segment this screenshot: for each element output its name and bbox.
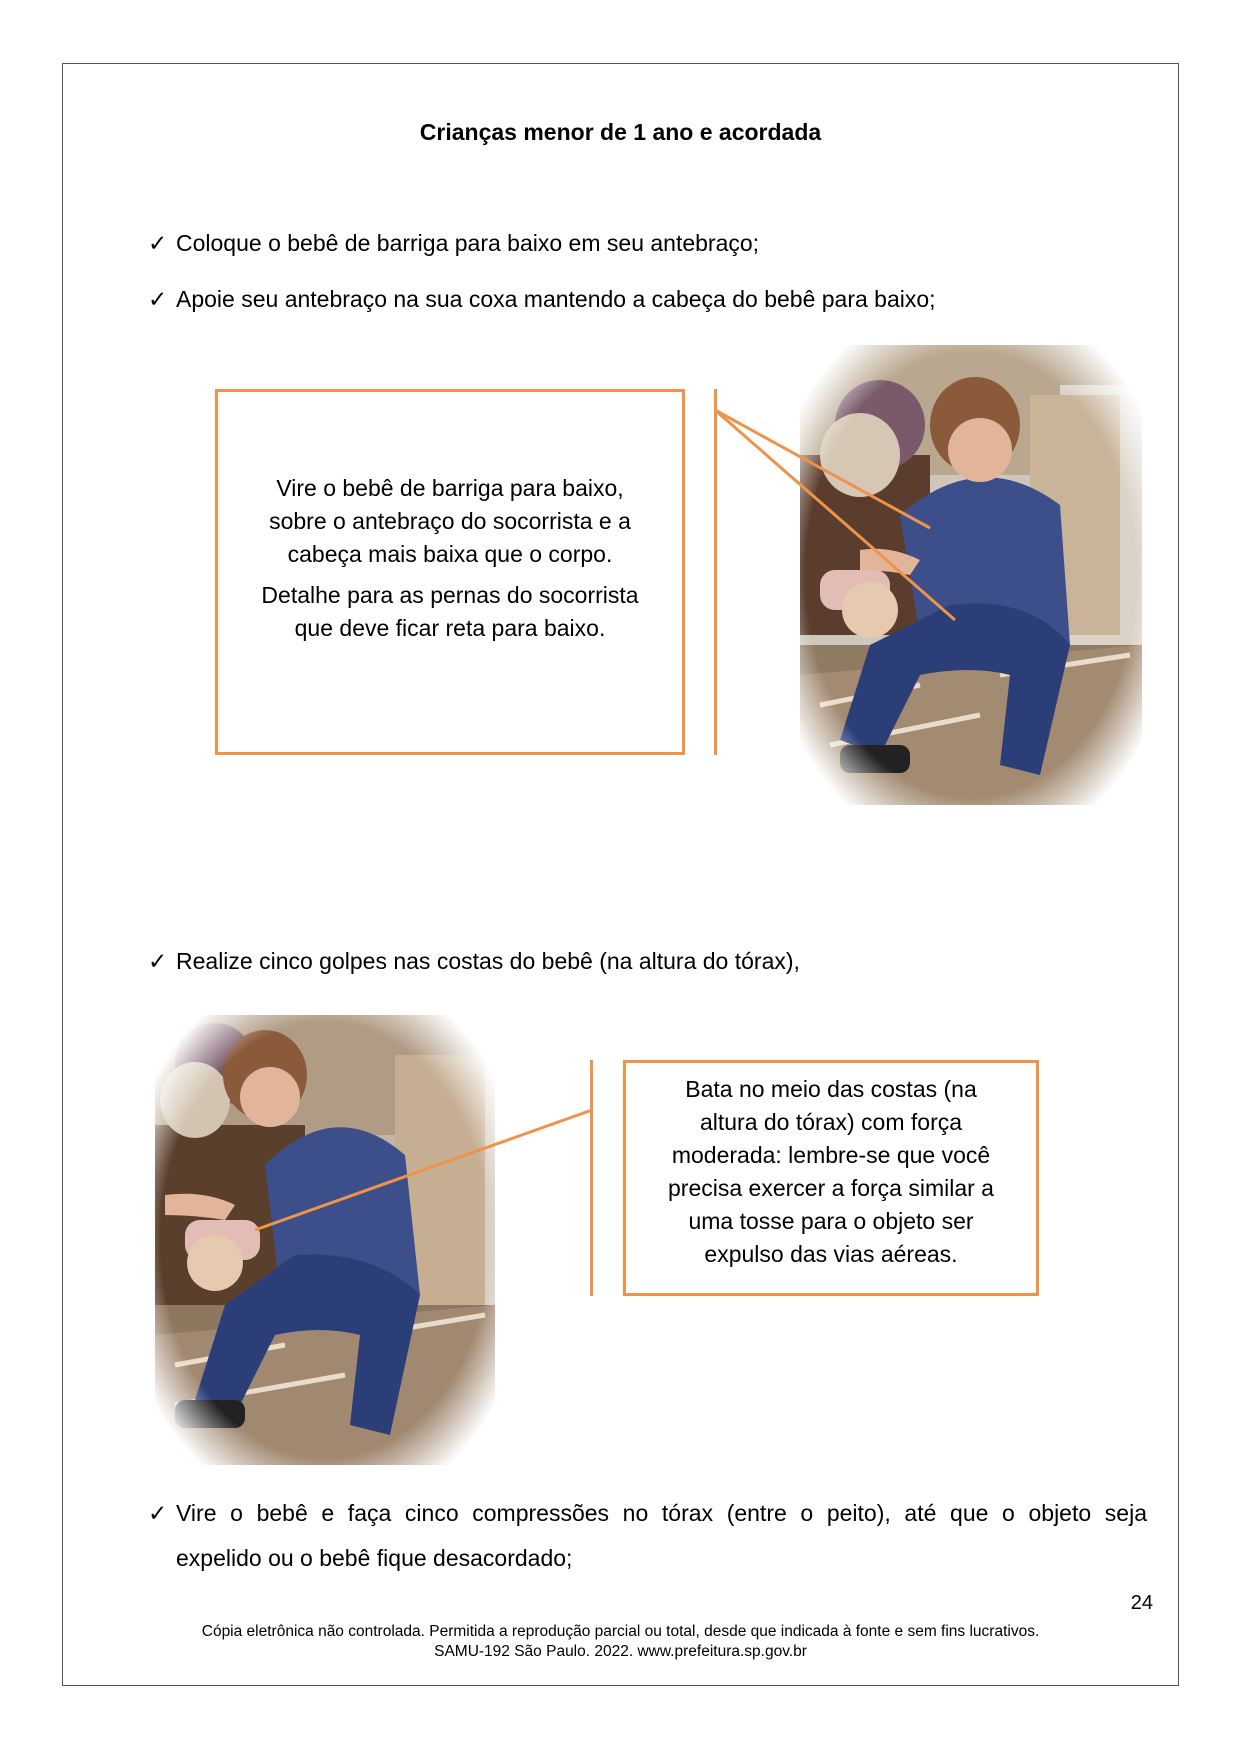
- callout-1-line: Detalhe para as pernas do socorrista: [261, 582, 639, 608]
- callout-2-connector-bar: [590, 1060, 593, 1296]
- check-icon: ✓: [148, 1500, 168, 1526]
- footer-line-1: Cópia eletrônica não controlada. Permitida a reprodução parcial ou total, desde que indicada à fonte e sem fins lucrativos.: [201, 1623, 1040, 1640]
- bullet-text-2: Apoie seu antebraço na sua coxa mantendo a cabeça do bebê para baixo;: [176, 286, 936, 312]
- bullet-text-1: Coloque o bebê de barriga para baixo em seu antebraço;: [176, 230, 760, 256]
- callout-2-line: expulso das vias aéreas.: [704, 1241, 958, 1267]
- bullet-item-1: [148, 222, 759, 264]
- callout-box-1: [215, 389, 685, 755]
- bullet-item-3: [148, 940, 800, 982]
- callout-1-line: cabeça mais baixa que o corpo.: [287, 541, 613, 567]
- bullet-text-4-line-2: expelido ou o bebê fique desacordado;: [176, 1545, 573, 1571]
- callout-1-paragraph-1: [218, 472, 682, 571]
- bullet-text-3: Realize cinco golpes nas costas do bebê (na altura do tórax),: [176, 948, 800, 974]
- bullet-item-2: [148, 278, 936, 320]
- check-icon: ✓: [148, 230, 168, 256]
- callout-2-line: moderada: lembre-se que você: [671, 1142, 991, 1168]
- callout-1-pointer-lines: [700, 400, 960, 640]
- page-number: 24: [1130, 1592, 1153, 1614]
- page-title: Crianças menor de 1 ano e acordada: [419, 119, 822, 145]
- callout-1-line: que deve ficar reta para baixo.: [294, 615, 606, 641]
- bullet-text-4-line-1: Vire o bebê e faça cinco compressões no tórax (entre o peito), até que o objeto seja: [176, 1500, 1147, 1526]
- footer-line-2: SAMU-192 São Paulo. 2022. www.prefeitura.sp.gov.br: [434, 1643, 807, 1660]
- callout-2-line: Bata no meio das costas (na: [685, 1076, 977, 1102]
- callout-1-line: sobre o antebraço do socorrista e a: [269, 508, 631, 534]
- callout-2-line: uma tosse para o objeto ser: [688, 1208, 974, 1234]
- callout-1-paragraph-2: [218, 579, 682, 645]
- callout-2-pointer-line: [250, 1100, 600, 1240]
- callout-2-line: precisa exercer a força similar a: [668, 1175, 994, 1201]
- callout-1-line: Vire o bebê de barriga para baixo,: [276, 475, 624, 501]
- photo-back-blows: [155, 1015, 495, 1465]
- callout-box-2: [623, 1060, 1039, 1296]
- callout-2-line: altura do tórax) com força: [699, 1109, 963, 1135]
- check-icon: ✓: [148, 286, 168, 312]
- check-icon: ✓: [148, 948, 168, 974]
- callout-2-text: [626, 1073, 1036, 1271]
- bullet-item-4: [148, 1492, 1147, 1534]
